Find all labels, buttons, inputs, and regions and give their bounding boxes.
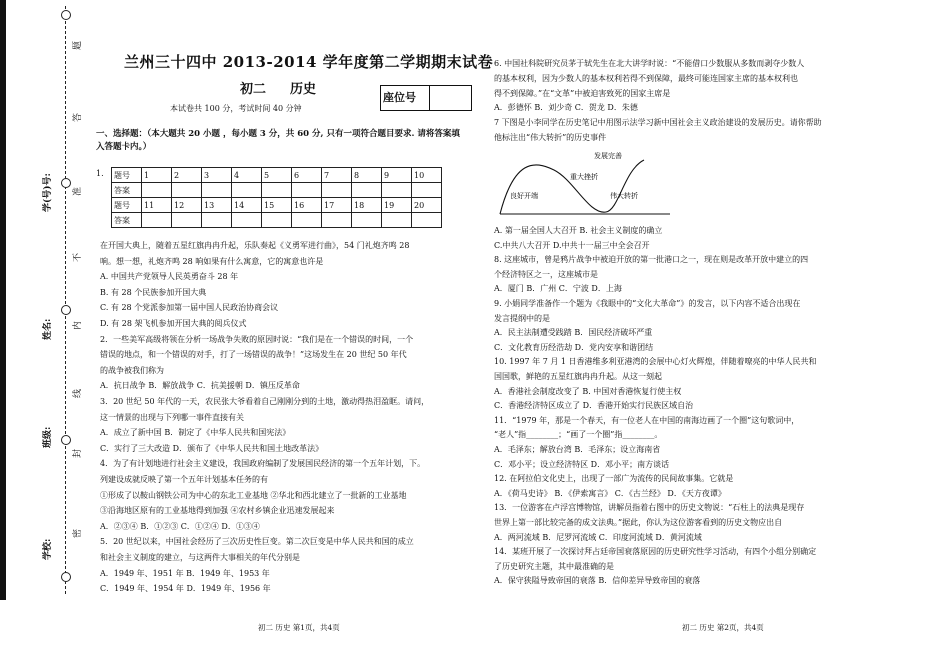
question-line: 世界上第一部比较完备的成文法典。”据此，你认为这位游客看到的历史文物应出自 xyxy=(494,518,783,527)
answer-cell[interactable] xyxy=(262,213,292,228)
question-line: ①形成了以鞍山钢铁公司为中心的东北工业基地 ②华北和西北建立了一批新的工业基地 xyxy=(100,490,407,500)
table-header: 答案 xyxy=(112,213,142,228)
question-line: 14．某班开展了一次探讨拜占廷帝国衰落原因的历史研究性学习活动，有四个小组分别确定 xyxy=(494,547,817,557)
table-cell: 17 xyxy=(322,198,352,213)
answer-cell[interactable] xyxy=(322,183,352,198)
table-cell: 13 xyxy=(202,198,232,213)
question-line: A．1949 年、1951 年 B．1949 年、1953 年 xyxy=(100,568,270,578)
question-line: 错误的地点，和一个错误的对手，打了一场错误的战争！”这场发生在 20 世纪 50 年代 xyxy=(100,350,407,360)
question-line: 和社会主义制度的建立，与这两件大事相关的年代分别是 xyxy=(100,553,300,562)
question-line: 他标注出“伟大转折”的历史事件 xyxy=(494,133,607,142)
seal-char: 封 xyxy=(73,447,83,458)
table-cell: 16 xyxy=(292,198,322,213)
question-line: 这一情景的出现与下列哪一事件直接有关 xyxy=(100,412,244,422)
question-line: A. 第一届全国人大召开 B. 社会主义制度的确立 xyxy=(494,226,663,235)
seal-hole xyxy=(61,10,71,20)
table-cell: 9 xyxy=(382,168,412,183)
question-line: 9. 小娟同学准备作一个题为《我眼中的“文化大革命”》的发言，以下内容不适合出现在 xyxy=(494,299,801,308)
question-line: A．彭德怀 B．刘少奇 C．贺龙 D．朱德 xyxy=(494,103,638,113)
question-line: C．文化教育历经浩劫 D．党内安享和谐团结 xyxy=(494,342,654,352)
question-line: A．《荷马史诗》 B．《伊索寓言》 C．《古兰经》 D．《天方夜谭》 xyxy=(494,488,726,498)
table-cell: 11 xyxy=(142,198,172,213)
page-footer-right: 初二 历史 第2页，共4页 xyxy=(682,623,764,632)
question-line: 发言提纲中的是 xyxy=(494,313,550,323)
question-line: 12. 在阿拉伯文化史上，出现了一部广为流传的民间故事集。它就是 xyxy=(494,474,734,484)
question-line: C.中共八大召开 D.中共十一届三中全会召开 xyxy=(494,240,650,250)
table-cell: 5 xyxy=(262,168,292,183)
question-number: 1. xyxy=(96,169,104,178)
exam-subtitle xyxy=(240,78,316,97)
table-row xyxy=(112,168,442,183)
table-row xyxy=(112,198,442,213)
name-field: 姓名: xyxy=(43,318,53,340)
question-line: 列建设成就反映了第一个五年计划基本任务的有 xyxy=(100,475,268,484)
seal-char: 准 xyxy=(73,185,83,196)
table-cell: 8 xyxy=(352,168,382,183)
page-footer-left: 初二 历史 第1页，共4页 xyxy=(258,623,340,632)
answer-cell[interactable] xyxy=(142,213,172,228)
answer-cell[interactable] xyxy=(382,183,412,198)
binding-margin xyxy=(0,0,83,600)
seal-hole xyxy=(61,572,71,582)
seal-hole xyxy=(61,305,71,315)
answer-cell[interactable] xyxy=(352,183,382,198)
exam-info: 本试卷共 100 分，考试时间 40 分钟 xyxy=(170,104,302,113)
question-line: C．1949 年、1954 年 D．1949 年、1956 年 xyxy=(100,584,271,594)
chart-label: 发展完善 xyxy=(594,152,622,160)
question-line: 了历史研究主题，其中最准确的是 xyxy=(494,561,614,571)
table-cell: 19 xyxy=(382,198,412,213)
question-line: 个经济特区之一，这座城市是 xyxy=(494,269,598,279)
binding-black-bar xyxy=(0,0,6,600)
answer-cell[interactable] xyxy=(172,183,202,198)
table-header: 答案 xyxy=(112,183,142,198)
question-line: 8. 这座城市，曾是鸦片战争中被迫开放的第一批港口之一，现在则是改革开放中建立的四 xyxy=(494,255,809,265)
table-header: 题号 xyxy=(112,198,142,213)
answer-cell[interactable] xyxy=(412,183,442,198)
exam-title: 兰州三十四中 2013-2014 学年度第二学期期末试卷 xyxy=(124,53,494,71)
question-line: A．民主法制遭受践踏 B．国民经济破坏严重 xyxy=(494,328,653,338)
table-row xyxy=(112,183,442,198)
question-line: 的基本权利，因为少数人的基本权利若得不到保障，最终可能连国家主席的基本权利也 xyxy=(494,73,798,83)
question-line: A. 中国共产党领导人民英勇奋斗 28 年 xyxy=(100,272,239,282)
question-line: C．香港经济特区成立了 D．香港开始实行民族区域自治 xyxy=(494,401,694,411)
question-line: 3．20 世纪 50 年代的一天，农民张大爷看着自己刚刚分到的土地，激动得热泪盈眶。请问， xyxy=(100,397,430,406)
seal-char: 线 xyxy=(73,387,83,398)
table-cell: 6 xyxy=(292,168,322,183)
subject-label: 历史 xyxy=(290,82,317,97)
answer-cell[interactable] xyxy=(202,183,232,198)
answer-cell[interactable] xyxy=(232,183,262,198)
question-line: 13．一位游客在卢浮宫博物馆，讲解员指着右图中的历史文物说：“石柱上的法典是现存 xyxy=(494,503,805,513)
table-cell: 12 xyxy=(172,198,202,213)
question-line: 5．20 世纪以来，中国社会经历了三次历史性巨变。第二次巨变是中华人民共和国的成立 xyxy=(100,537,414,547)
question-line: 响。想一想，礼炮齐鸣 28 响如果有什么寓意，它的寓意也许是 xyxy=(100,256,324,266)
answer-cell[interactable] xyxy=(232,213,262,228)
answer-cell[interactable] xyxy=(352,213,382,228)
question-line: 的战争被我们称为 xyxy=(100,365,164,375)
development-curve-diagram xyxy=(494,140,674,220)
answer-cell[interactable] xyxy=(292,213,322,228)
question-line: ③沿海地区原有的工业基地得到加强 ④农村乡镇企业迅速发展起来 xyxy=(100,506,335,516)
chart-label: 良好开端 xyxy=(510,192,538,200)
answer-table xyxy=(111,167,442,228)
class-field: 班级: xyxy=(43,426,53,448)
question-line: “老人”指________；“画了一个圈”指________。 xyxy=(494,430,663,440)
question-line: C．邓小平；设立经济特区 D．邓小平；南方谈话 xyxy=(494,459,670,469)
table-cell: 15 xyxy=(262,198,292,213)
answer-cell[interactable] xyxy=(412,213,442,228)
question-line: 国国歌，鲜艳的五星红旗冉冉升起。从这一刻起 xyxy=(494,372,662,381)
table-row xyxy=(112,213,442,228)
question-line: A．毛泽东；解放台湾 B．毛泽东；设立海南省 xyxy=(494,445,661,454)
seal-line xyxy=(65,6,66,594)
question-line: A．抗日战争 B．解放战争 C．抗美援朝 D．镇压反革命 xyxy=(100,381,300,391)
answer-cell[interactable] xyxy=(382,213,412,228)
school-field: 学校: xyxy=(43,538,53,560)
seat-number-label: 座位号 xyxy=(383,86,430,110)
question-line: C．实行了三大改造 D．颁布了《中华人民共和国土地改革法》 xyxy=(100,443,324,453)
seal-char: 题 xyxy=(73,39,83,50)
question-line: A．两河流域 B．尼罗河流域 C．印度河流域 D．黄河流域 xyxy=(494,532,702,542)
seal-char: 不 xyxy=(73,251,83,262)
table-cell: 7 xyxy=(322,168,352,183)
history-curve xyxy=(500,160,644,214)
question-line: A．成立了新中国 B．制定了《中华人民共和国宪法》 xyxy=(100,428,291,438)
table-cell: 1 xyxy=(142,168,172,183)
table-cell: 14 xyxy=(232,198,262,213)
answer-cell[interactable] xyxy=(172,213,202,228)
seal-hole xyxy=(61,435,71,445)
table-cell: 10 xyxy=(412,168,442,183)
question-line: 4．为了有计划地进行社会主义建设，我国政府编制了发展国民经济的第一个五年计划，下。 xyxy=(100,459,426,469)
table-cell: 18 xyxy=(352,198,382,213)
question-line: A．厦门 B．广州 C．宁波 D．上海 xyxy=(494,284,622,294)
student-id-field: 学(号)号: xyxy=(43,173,53,212)
table-cell: 3 xyxy=(202,168,232,183)
chart-label: 伟大转折 xyxy=(610,192,638,200)
answer-cell[interactable] xyxy=(292,183,322,198)
answer-cell[interactable] xyxy=(322,213,352,228)
question-line: 10. 1997 年 7 月 1 日香港维多利亚港湾的会展中心灯火辉煌，伴随着嘹亮的中华人民共和 xyxy=(494,357,817,367)
seat-number-box xyxy=(380,85,472,111)
answer-cell[interactable] xyxy=(142,183,172,198)
question-line: 11．“1979 年，那是一个春天，有一位老人在中国的南海边画了一个圈”这句歌词中， xyxy=(494,415,800,425)
question-line: A．②③④ B．①②③ C．①②④ D．①③④ xyxy=(100,521,260,531)
question-line: 2．一些美军高级将领在分析一场战争失败的原因时说：“我们是在一个错误的时间，一个 xyxy=(100,334,414,344)
answer-cell[interactable] xyxy=(202,213,232,228)
table-cell: 2 xyxy=(172,168,202,183)
seal-char: 密 xyxy=(73,527,83,538)
question-line: C. 有 28 个党派参加第一届中国人民政治协商会议 xyxy=(100,303,279,313)
question-line: 6. 中国社科院研究员茅于轼先生在北大讲学时说：“不能借口少数服从多数而剥夺少数人 xyxy=(494,59,805,68)
question-line: D. 有 28 架飞机参加开国大典的阅兵仪式 xyxy=(100,319,247,328)
question-line: A．保守狭隘导致帝国的衰落 B．信仰差异导致帝国的衰落 xyxy=(494,576,701,586)
section-one-title: 一、选择题：（本大题共 20 小题 ，每小题 3 分，共 60 分, 只有一项符合题目要求. 请将答案填入答题卡内。） xyxy=(96,129,460,152)
seal-char: 内 xyxy=(73,319,83,330)
seal-char: 答 xyxy=(73,111,83,122)
table-cell: 20 xyxy=(412,198,442,213)
question-line: 在开国大典上，随着五星红旗冉冉升起，乐队奏起《义勇军进行曲》，54 门礼炮齐鸣 28 xyxy=(100,241,410,250)
answer-cell[interactable] xyxy=(262,183,292,198)
question-line: A．香港社会制度改变了 B. 中国对香港恢复行使主权 xyxy=(494,386,682,396)
table-header: 题号 xyxy=(112,168,142,183)
grade-label: 初二 xyxy=(240,82,267,97)
chart-label: 重大挫折 xyxy=(570,173,598,181)
question-line: B. 有 28 个民族参加开国大典 xyxy=(100,287,207,297)
question-line: 7 下图是小李同学在历史笔记中用图示法学习新中国社会主义政治建设的发展历史。请你帮助 xyxy=(494,118,822,128)
question-line: 得不到保障。”在“文革”中被迫害致死的国家主席是 xyxy=(494,88,671,98)
table-cell: 4 xyxy=(232,168,262,183)
